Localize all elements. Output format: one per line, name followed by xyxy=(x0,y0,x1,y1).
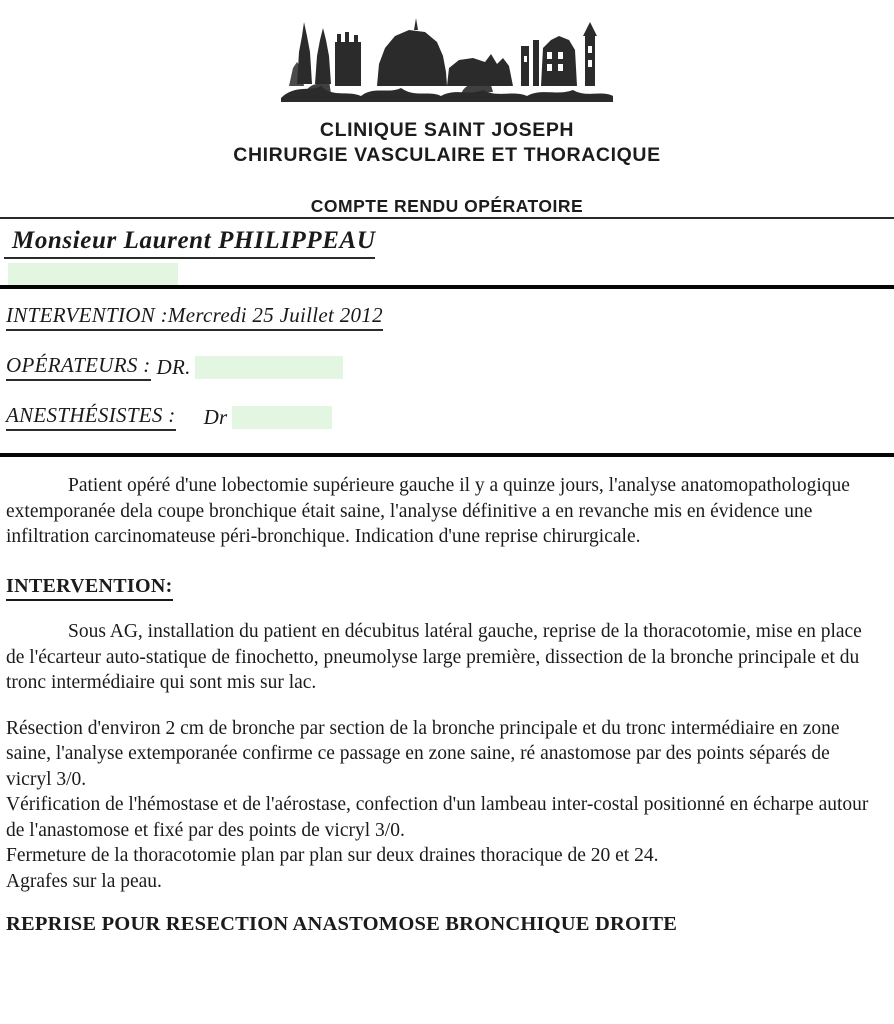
list-item: Agrafes sur la peau. xyxy=(6,870,162,892)
patient-name: Monsieur Laurent PHILIPPEAU xyxy=(4,219,375,259)
field-operateurs xyxy=(6,353,894,381)
list-item: Résection d'environ 2 cm de bronche par section de la bronche principale et du tronc intermédiaire en zone saine, l'analyse extemporanée confirme ce passage en zone saine, ré anastomose par des points séparés de vicryl 3/0. xyxy=(6,717,840,790)
report-fields xyxy=(0,289,894,431)
final-heading: REPRISE POUR RESECTION ANASTOMOSE BRONCHIQUE DROITE xyxy=(6,913,678,935)
intro-paragraph: Patient opéré d'une lobectomie supérieure gauche il y a quinze jours, l'analyse anatomopathologique extemporanée dela coupe bronchique était saine, l'analyse définitive a en revanche mis en évidence une infiltration carcinomateuse péri-bronchique. Indication d'une reprise chirurgicale. xyxy=(6,475,850,547)
field-anesthesistes-prefix: Dr xyxy=(203,405,228,429)
field-operateurs-prefix: DR. xyxy=(156,355,191,379)
field-intervention-line xyxy=(6,303,383,331)
clinic-department: CHIRURGIE VASCULAIRE ET THORACIQUE xyxy=(233,144,661,166)
field-operateurs-label: OPÉRATEURS : xyxy=(6,353,151,381)
field-anesthesistes-label: ANESTHÉSISTES : xyxy=(6,403,176,431)
redacted-operateurs-value xyxy=(195,356,343,379)
clinic-name: CLINIQUE SAINT JOSEPH xyxy=(319,119,575,141)
list-item: Fermeture de la thoracotomie plan par plan sur deux draines thoracique de 20 et 24. xyxy=(6,845,659,866)
divider-above-body xyxy=(0,453,894,457)
list-item: Vérification de l'hémostase et de l'aérostase, confection d'un lambeau inter-costal positionné en écharpe autour de l'anastomose et fixé par des points de vicryl 3/0. xyxy=(6,794,869,841)
document-title: COMPTE RENDU OPÉRATOIRE xyxy=(310,196,584,216)
section-heading-intervention: INTERVENTION: xyxy=(6,574,173,602)
field-intervention-value: Mercredi 25 Juillet 2012 xyxy=(167,303,383,327)
letterhead xyxy=(0,0,894,217)
clinic-logo xyxy=(277,6,617,104)
patient-identity-block xyxy=(0,219,894,285)
field-anesthesistes xyxy=(6,403,894,431)
operative-paragraph: Sous AG, installation du patient en décubitus latéral gauche, reprise de la thoracotomie, mise en place de l'écarteur auto-statique de finochetto, pneumolyse large première, dissection de la bronche principale et du tronc intermédiaire qui sont mis sur lac. xyxy=(6,621,862,693)
field-intervention-label: INTERVENTION : xyxy=(6,303,168,327)
operative-detail-lines xyxy=(6,716,880,895)
redacted-anesthesistes-value xyxy=(232,406,332,429)
redacted-patient-details xyxy=(8,263,178,285)
divider-above-patient xyxy=(0,217,894,219)
field-intervention xyxy=(6,303,894,331)
report-body xyxy=(0,457,894,938)
divider-below-patient xyxy=(0,285,894,289)
